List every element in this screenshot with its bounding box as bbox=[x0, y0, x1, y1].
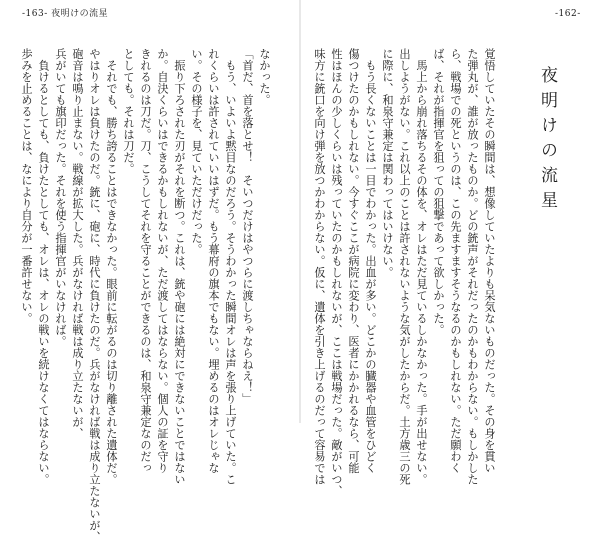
text-line: 味方に銃口を向け弾を放つかわからない。仮に、遺体を引き上げるのだって容易では bbox=[313, 48, 326, 485]
text-line: としても。それは刀だ。 bbox=[122, 48, 135, 175]
left-page-body bbox=[18, 48, 273, 543]
text-line: 出しようがない。これ以上のことは許されないような気がしたからだ。土方歳三の死 bbox=[398, 48, 411, 485]
text-line: た弾丸が、誰が放ったものか。どの銃声がそれだったのかもわからない。もしかした bbox=[466, 48, 479, 485]
text-line: か。自決くらいはできるかもしれないが、ただ渡してはならない。個人の証を守り bbox=[156, 48, 169, 474]
text-line: 歩みを止めることは、なにより自分が一番許せない。 bbox=[20, 48, 33, 324]
text-line: 「首だ、首を落とせ！ そいつだけはやつらに渡しちゃならねえ！」 bbox=[241, 48, 254, 405]
right-page-body bbox=[311, 48, 498, 497]
text-line: 覚悟していたその瞬間は、想像していたよりも呆気ないものだった。その身を貫い bbox=[483, 48, 496, 474]
text-line: なかった。 bbox=[258, 48, 271, 106]
text-line: それでも、勝ち誇ることはできなかった。眼前に転がるのは切り離された遺体だ。 bbox=[105, 48, 118, 485]
text-line: 馬上から崩れ落ちるその体を、オレはただ見ているしかなかった。手が出せない。 bbox=[415, 48, 428, 485]
right-page-header: -162- bbox=[555, 9, 581, 19]
text-line: 兵がいても旗印だった。それを使う指揮官がいなければ。 bbox=[54, 48, 67, 347]
text-line: ら、戦場での死というのは、この先ますますそうなるのかもしれない。ただ願わく bbox=[449, 48, 462, 474]
text-line: 砲音は鳴り止まない。戦線が拡大した。兵がなければ戦は成り立たないが、 bbox=[71, 48, 84, 439]
chapter-title: 夜明けの流星 bbox=[537, 66, 557, 216]
text-line: ば、それが指揮官を狙っての狙撃であって欲しかった。 bbox=[432, 48, 445, 336]
text-line: きれるのは刀だ。刀、こうしてそれを守ることができるのは、和泉守兼定なのだっ bbox=[139, 48, 152, 474]
left-page-header: -163- 夜明けの流星 bbox=[22, 9, 109, 19]
text-line: もう長くないことは一目でわかった。出血が多い。どこかの臓器や血管をひどく bbox=[364, 48, 377, 474]
text-line: 性はほんの少しくらいは残っていたのかもしれないが、ここは戦場だった。敵がいつ、 bbox=[330, 48, 343, 497]
text-line: 傷つけたのかもしれない。今すぐここが病院に変わり、医者にかかれるなら、可能 bbox=[347, 48, 360, 474]
text-line: もう、いよいよ黙目なのだろう。そうわかった瞬間オレは声を張り上げていた。こ bbox=[224, 48, 237, 485]
text-line: 振り下ろされた刃がそれを断つ。これは、銃や砲には絶対にできないことではない bbox=[173, 48, 186, 485]
text-line: 負けるとしても、負けたとしても、オレは、オレの戦いを続けなくてはならない。 bbox=[37, 48, 50, 485]
text-line: い。その様子を、見ていただけだった。 bbox=[190, 48, 203, 255]
text-line: に際に、和泉守兼定は関わってはいけない。 bbox=[381, 48, 394, 278]
book-gutter bbox=[299, 0, 301, 423]
text-line: やはりオレは負けたのだ。銃に、砲に、時代に負けたのだ。兵がなければ戦は成り立たないが、 bbox=[88, 48, 101, 543]
text-line: れくらいは許されていいはずだ。もう幕府の旗本でもない。埋めるのはオレじゃな bbox=[207, 48, 220, 474]
